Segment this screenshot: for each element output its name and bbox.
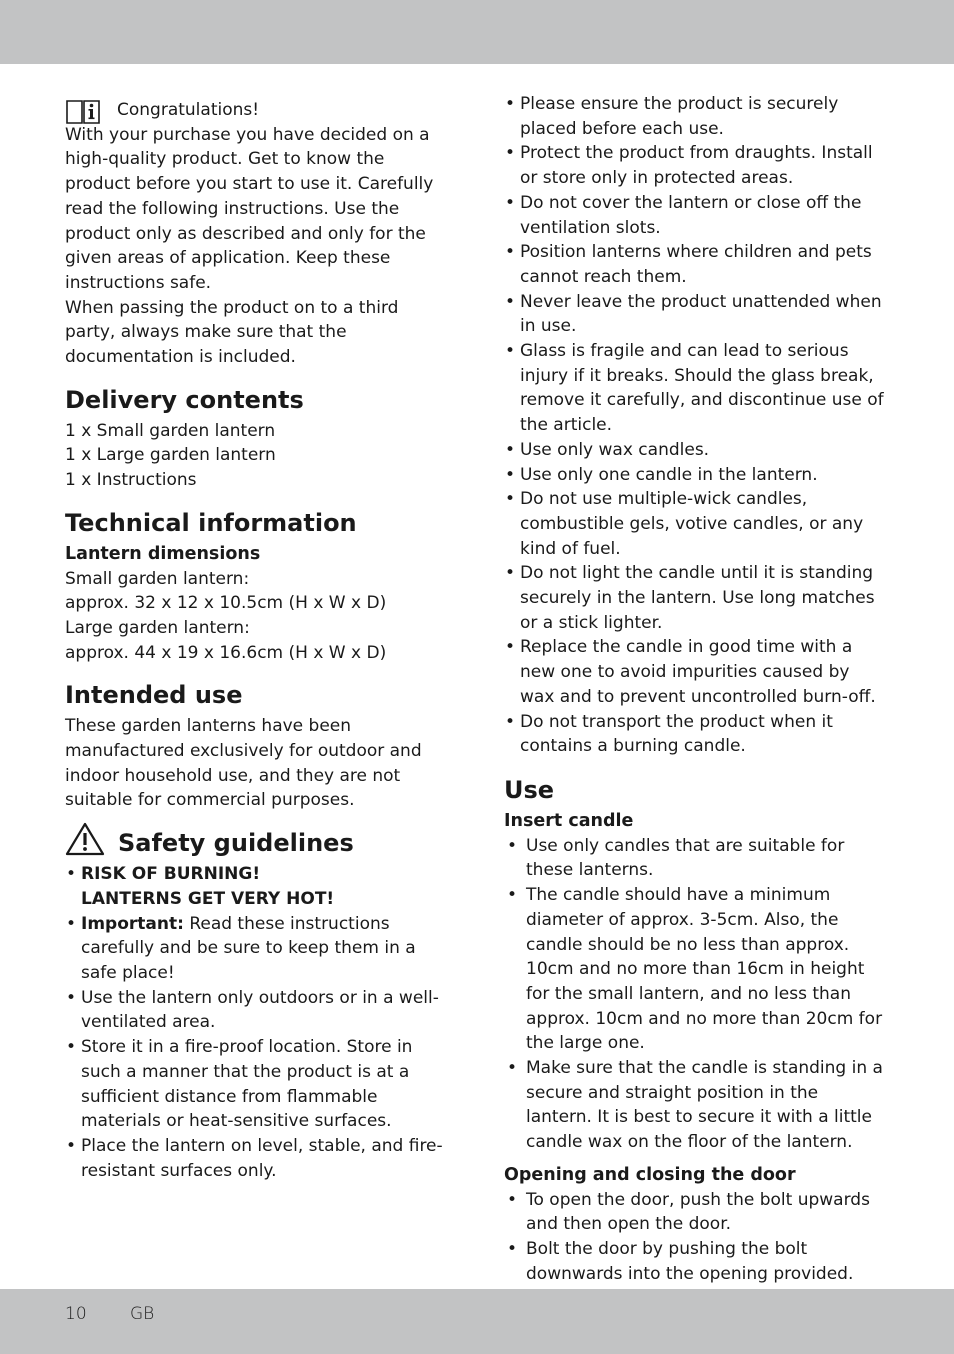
- list-item: • Replace the candle in good time with a new one to avoid impurities caused by wax and to prevent uncontrolled burn-off.: [504, 635, 889, 709]
- list-item: • The candle should have a minimum diameter of approx. 3-5cm. Also, the candle should be no less than approx. 10cm and no more than 16cm in height for the small lantern, and no less than approx. 10cm and no more than 20cm for the large one.: [504, 883, 889, 1056]
- list-item: • Use the lantern only outdoors or in a well-ventilated area.: [65, 986, 450, 1035]
- delivery-item: 1 x Small garden lantern: [65, 420, 276, 441]
- list-item: • Please ensure the product is securely placed before each use.: [504, 92, 889, 141]
- list-item: • Use only one candle in the lantern.: [504, 463, 889, 488]
- technical-information-heading: Technical information: [65, 508, 357, 537]
- list-item: • Place the lantern on level, stable, and fire-resistant surfaces only.: [65, 1134, 450, 1183]
- intro-paragraph-2: When passing the product on to a third party, always make sure that the documentation is included.: [65, 297, 399, 368]
- important-text: Read these instructions carefully and be sure to keep them in a safe place!: [81, 913, 416, 983]
- list-item: • Protect the product from draughts. Install or store only in protected areas.: [504, 141, 889, 190]
- insert-candle-list: [504, 834, 889, 1155]
- delivery-contents-heading: Delivery contents: [65, 385, 304, 414]
- warning-triangle-icon: [65, 822, 105, 856]
- list-item: • Use only candles that are suitable for these lanterns.: [504, 834, 889, 883]
- language-code: GB: [130, 1304, 155, 1324]
- important-label: Important:: [81, 913, 184, 934]
- intended-use-text: These garden lanterns have been manufactured exclusively for outdoor and indoor household use, and they are not suitable for commercial purposes.: [65, 716, 422, 811]
- list-item: • To open the door, push the bolt upwards and then open the door.: [504, 1188, 889, 1237]
- list-item: • Do not light the candle until it is standing securely in the lantern. Use long matches or a stick lighter.: [504, 561, 889, 635]
- list-item: • Use only wax candles.: [504, 438, 889, 463]
- door-list: [504, 1188, 889, 1287]
- header-bar: [0, 0, 954, 64]
- use-heading: Use: [504, 775, 555, 804]
- insert-candle-subheading: Insert candle: [504, 810, 634, 831]
- delivery-item: 1 x Large garden lantern: [65, 445, 276, 466]
- page-number: 10: [65, 1304, 87, 1324]
- info-book-icon: [65, 98, 101, 126]
- left-column: [65, 92, 450, 1183]
- safety-heading-row: [65, 828, 450, 858]
- dimension-line: Small garden lantern:: [65, 568, 250, 589]
- door-subheading: Opening and closing the door: [504, 1164, 796, 1185]
- list-item: • Glass is fragile and can lead to serious injury if it breaks. Should the glass break, remove it carefully, and discontinue use of the article.: [504, 339, 889, 438]
- intended-use-heading: Intended use: [65, 681, 243, 710]
- intro-paragraph-1: With your purchase you have decided on a high-quality product. Get to know the product before you start to use it. Carefully read the following instructions. Use the product only as described and only for the given areas of application. Keep these instructions safe.: [65, 124, 434, 293]
- list-item: • Bolt the door by pushing the bolt downwards into the opening provided.: [504, 1237, 889, 1286]
- intro: [65, 92, 450, 370]
- risk-warning-line-2: LANTERNS GET VERY HOT!: [81, 888, 335, 909]
- list-item: • Never leave the product unattended when in use.: [504, 290, 889, 339]
- list-item: • Do not cover the lantern or close off the ventilation slots.: [504, 191, 889, 240]
- safety-guidelines-heading: Safety guidelines: [118, 829, 354, 858]
- footer-bar: [0, 1289, 954, 1354]
- risk-warning-line-1: RISK OF BURNING!: [81, 864, 261, 885]
- list-item: • Position lanterns where children and pets cannot reach them.: [504, 240, 889, 289]
- right-column: [504, 92, 889, 1286]
- list-item: • Store it in a fire-proof location. Store in such a manner that the product is at a sufficient distance from flammable materials or heat-sensitive surfaces.: [65, 1035, 450, 1134]
- list-item: [65, 912, 450, 986]
- delivery-item: 1 x Instructions: [65, 470, 197, 491]
- dimension-line: approx. 32 x 12 x 10.5cm (H x W x D): [65, 593, 387, 614]
- lantern-dimensions-subheading: Lantern dimensions: [65, 543, 261, 564]
- list-item: • Do not use multiple-wick candles, combustible gels, votive candles, or any kind of fuel.: [504, 487, 889, 561]
- dimension-line: approx. 44 x 19 x 16.6cm (H x W x D): [65, 642, 387, 663]
- congratulations-text: Congratulations!: [117, 100, 260, 120]
- list-item: • Make sure that the candle is standing in a secure and straight position in the lantern. It is best to secure it with a little candle wax on the floor of the lantern.: [504, 1056, 889, 1155]
- list-item: • Do not transport the product when it contains a burning candle.: [504, 710, 889, 759]
- dimension-line: Large garden lantern:: [65, 617, 250, 638]
- list-item: [65, 862, 450, 911]
- safety-list-right: [504, 92, 889, 759]
- safety-list-left: [65, 862, 450, 1183]
